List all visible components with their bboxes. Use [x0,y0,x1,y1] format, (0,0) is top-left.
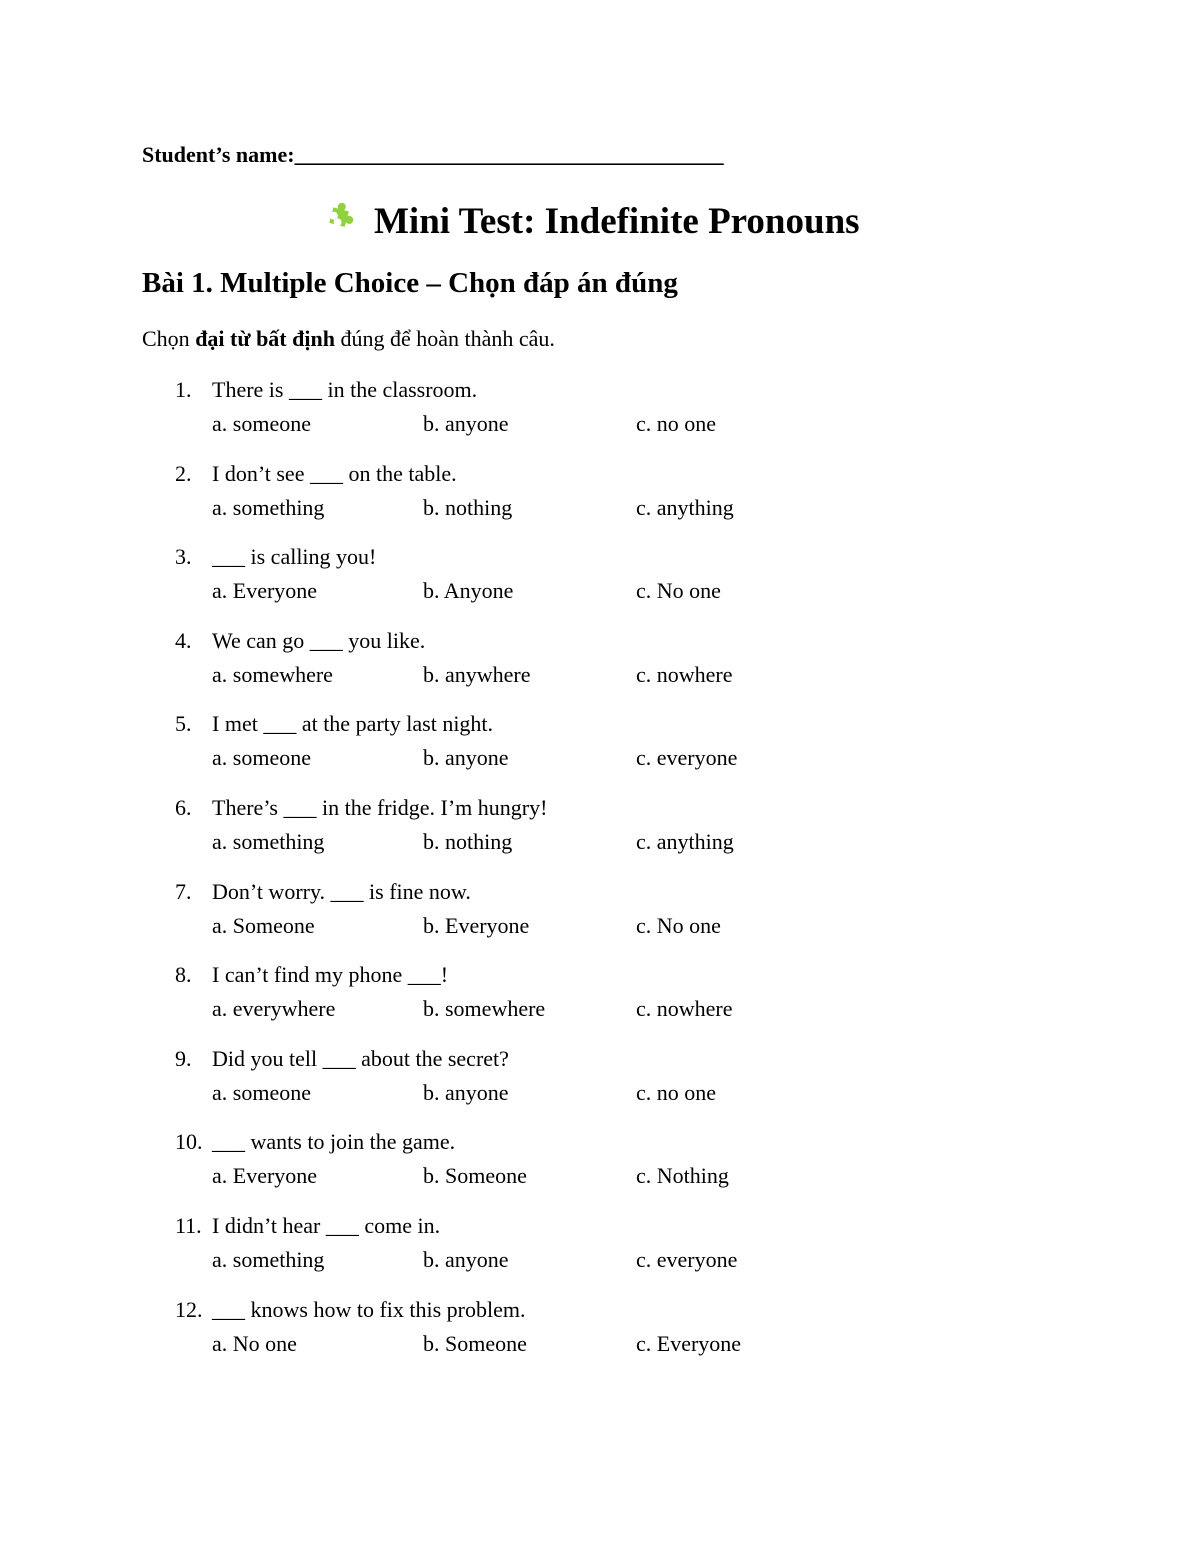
student-name-line [142,142,724,168]
instruction-pre: Chọn [142,326,196,351]
option-a[interactable]: a. everywhere [212,996,336,1022]
question-stem: Did you tell ___ about the secret? [212,1045,509,1071]
title-text: Mini Test: Indefinite Pronouns [374,200,860,242]
option-c[interactable]: c. anything [636,828,734,854]
puzzle-piece-icon [316,199,360,243]
question-number: 3. [175,544,192,570]
option-b[interactable]: b. Anyone [423,578,514,604]
question-number: 8. [175,962,192,988]
instruction-bold: đại từ bất định [195,326,335,351]
question-number: 6. [175,794,192,820]
question-number: 12. [175,1296,203,1322]
option-b[interactable]: b. Everyone [423,912,530,938]
question-stem: ___ knows how to fix this problem. [212,1296,526,1322]
option-a[interactable]: a. No one [212,1330,297,1356]
question-list [0,374,1200,1377]
question-number: 2. [175,460,192,486]
option-b[interactable]: b. nothing [423,494,513,520]
option-a[interactable]: a. something [212,494,325,520]
option-c[interactable]: c. Nothing [636,1163,729,1189]
question-number: 9. [175,1045,192,1071]
option-c[interactable]: c. everyone [636,745,738,771]
question-number: 1. [175,377,192,402]
question-item [0,374,1200,458]
option-a[interactable]: a. something [212,1246,325,1272]
question-item [0,458,1200,542]
instruction [142,326,555,352]
option-a[interactable]: a. Everyone [212,578,318,604]
question-stem: I met ___ at the party last night. [212,711,494,737]
question-item [0,1210,1200,1294]
option-a[interactable]: a. Everyone [212,1163,318,1189]
section-heading: Bài 1. Multiple Choice – Chọn đáp án đúng [142,267,678,299]
question-number: 7. [175,878,192,904]
question-stem: We can go ___ you like. [212,627,426,653]
option-c[interactable]: c. No one [636,578,721,604]
option-c[interactable]: c. nowhere [636,661,733,687]
option-b[interactable]: b. anyone [423,1079,509,1105]
option-a[interactable]: a. someone [212,411,311,436]
question-stem: There’s ___ in the fridge. I’m hungry! [212,794,548,820]
page-title [316,196,860,246]
option-b[interactable]: b. nothing [423,828,513,854]
option-c[interactable]: c. no one [636,1079,717,1105]
option-b[interactable]: b. somewhere [423,996,546,1022]
question-stem: ___ wants to join the game. [212,1129,456,1155]
question-stem: I don’t see ___ on the table. [212,460,457,486]
option-a[interactable]: a. someone [212,1079,311,1105]
option-a[interactable]: a. somewhere [212,661,333,687]
option-a[interactable]: a. someone [212,745,311,771]
option-b[interactable]: b. Someone [423,1330,527,1356]
question-item [0,625,1200,709]
instruction-post: đúng để hoàn thành câu. [334,326,555,351]
option-a[interactable]: a. something [212,828,325,854]
question-number: 5. [175,711,192,737]
question-stem: ___ is calling you! [212,544,377,570]
question-number: 4. [175,627,192,653]
question-item [0,1294,1200,1378]
student-name-blank[interactable]: _______________________________________ [294,142,724,167]
option-b[interactable]: b. anywhere [423,661,531,687]
option-b[interactable]: b. anyone [423,1246,509,1272]
question-item [0,959,1200,1043]
option-b[interactable]: b. anyone [423,745,509,771]
question-stem: Don’t worry. ___ is fine now. [212,878,471,904]
question-stem: I didn’t hear ___ come in. [212,1212,441,1238]
question-item [0,876,1200,960]
question-item [0,792,1200,876]
option-c[interactable]: c. No one [636,912,721,938]
option-c[interactable]: c. anything [636,494,734,520]
option-c[interactable]: c. no one [636,411,717,436]
option-c[interactable]: c. nowhere [636,996,733,1022]
question-stem: I can’t find my phone ___! [212,962,449,988]
question-item [0,541,1200,625]
question-item [0,1126,1200,1210]
option-b[interactable]: b. anyone [423,411,509,436]
student-name-label: Student’s name: [142,142,295,167]
question-item [0,1043,1200,1127]
question-stem: There is ___ in the classroom. [212,377,478,402]
option-c[interactable]: c. Everyone [636,1330,742,1356]
question-number: 11. [175,1212,202,1238]
option-a[interactable]: a. Someone [212,912,315,938]
question-item [0,708,1200,792]
question-number: 10. [175,1129,203,1155]
option-b[interactable]: b. Someone [423,1163,527,1189]
option-c[interactable]: c. everyone [636,1246,738,1272]
